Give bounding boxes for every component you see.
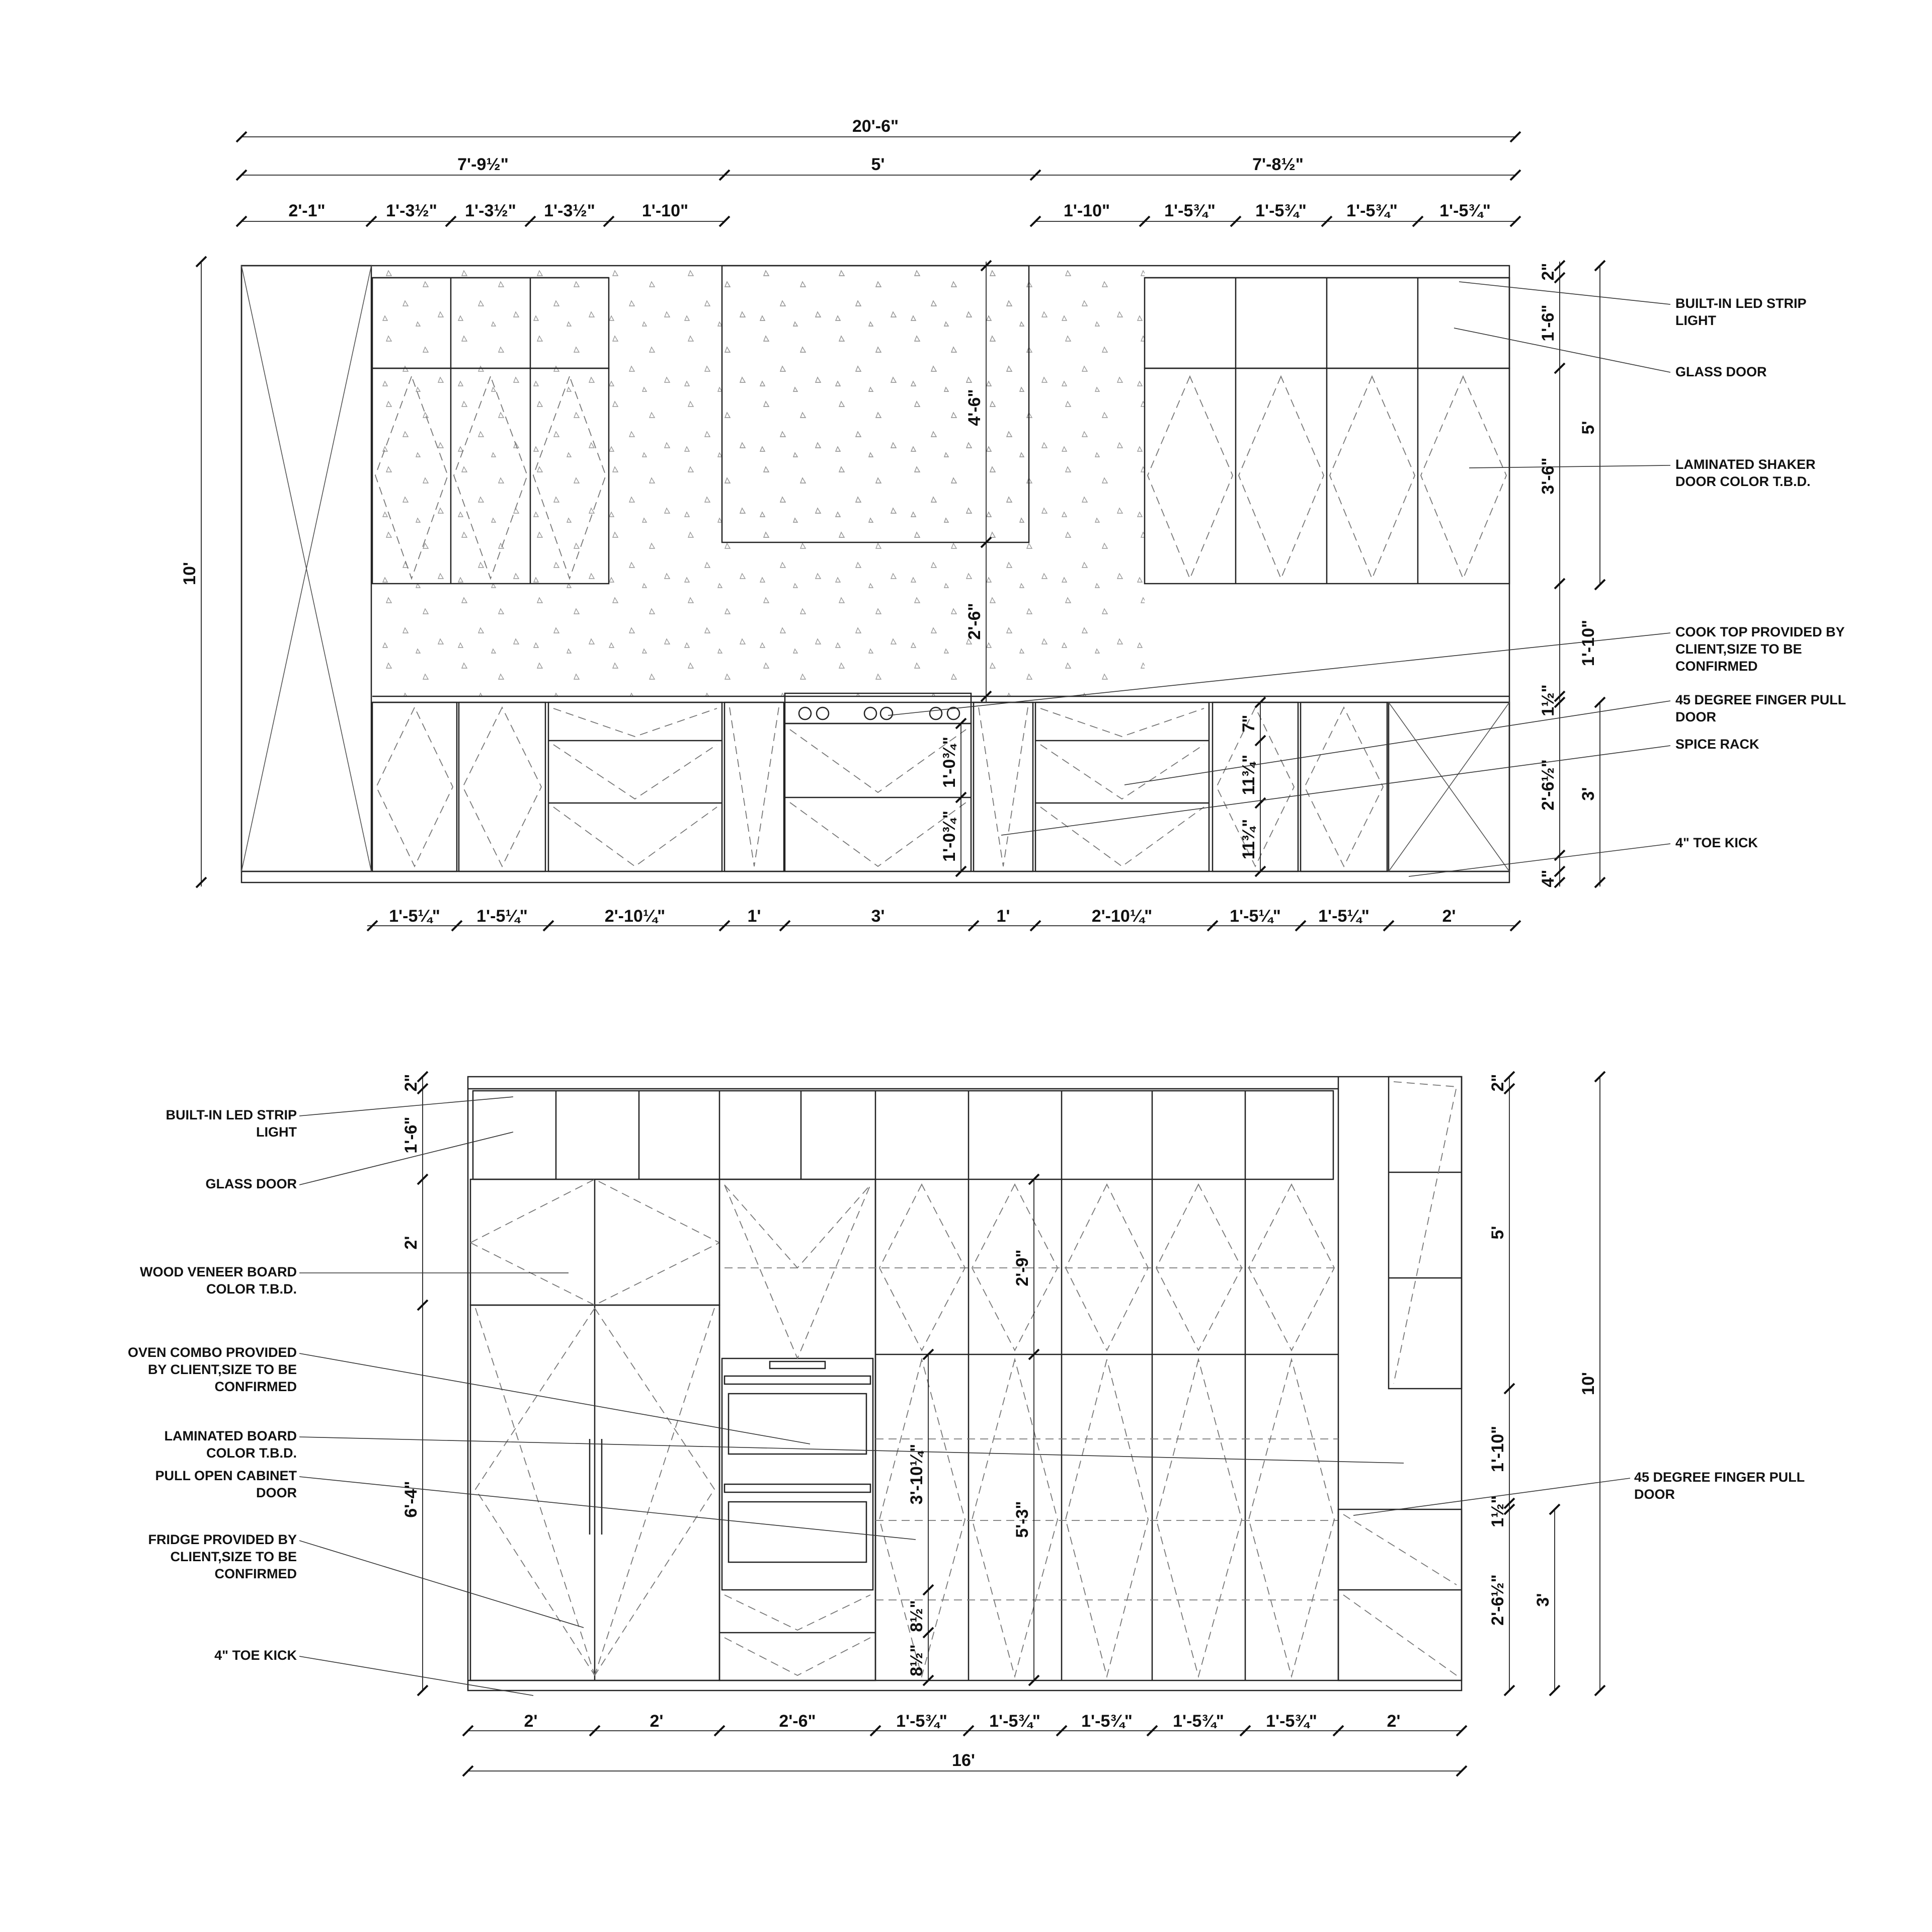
dim-right-group: 7'-8½" <box>1252 155 1304 174</box>
glass-door-dividers <box>556 1091 1245 1179</box>
dim-base: 1' <box>747 907 761 926</box>
dim-toe: 4" <box>1539 869 1558 888</box>
label-cooktop: COOK TOP PROVIDED BY CLIENT,SIZE TO BE CONFIRMED <box>1675 624 1845 674</box>
dim-seg: 1'-3½" <box>465 201 516 220</box>
dim-drawer-mid: 11¾" <box>1239 754 1258 795</box>
drawer-swing <box>1040 708 1204 866</box>
label-fridge: FRIDGE PROVIDED BY CLIENT,SIZE TO BE CONFIRMED <box>148 1532 297 1581</box>
oven-window <box>729 1502 866 1562</box>
door-swing <box>463 707 541 866</box>
dim-base: 2' <box>650 1712 664 1731</box>
oven-column-swing <box>725 1185 870 1675</box>
dim-led-r: 2" <box>1488 1074 1507 1092</box>
label-glass-door: GLASS DOOR <box>1675 364 1767 379</box>
label-oven-combo: OVEN COMBO PROVIDED BY CLIENT,SIZE TO BE CONFIRMED <box>127 1345 297 1394</box>
dim-base: 1'-5¾" <box>1266 1712 1317 1731</box>
dim-base-total-r: 3' <box>1534 1593 1553 1607</box>
dim-backsplash-r: 1'-10" <box>1579 619 1598 667</box>
label-glass-door: GLASS DOOR <box>205 1176 297 1191</box>
dim-base-r: 2'-6½" <box>1539 759 1558 811</box>
dim-seg: 1'-10" <box>641 201 689 220</box>
dim-overall-top: 20'-6" <box>852 117 899 136</box>
top-elevation <box>196 132 1670 931</box>
label-toe-kick: 4" TOE KICK <box>1675 835 1758 850</box>
label-pull-open: PULL OPEN CABINET DOOR <box>155 1468 297 1500</box>
dim-seg: 1'-3½" <box>386 201 437 220</box>
label-finger-pull: 45 DEGREE FINGER PULL DOOR <box>1675 692 1846 725</box>
dim-led: 2" <box>1539 263 1558 281</box>
dim-hood: 4'-6" <box>965 389 984 426</box>
cooktop <box>785 693 971 723</box>
spice-rack-right <box>974 702 1033 871</box>
label-laminated-board: LAMINATED BOARD COLOR T.B.D. <box>164 1428 297 1461</box>
bottom-leader-lines <box>299 1097 1630 1696</box>
dim-seg: 1'-3½" <box>544 201 595 220</box>
dim-base: 2' <box>1387 1712 1401 1731</box>
dim-drawer-mid: 11¾" <box>1239 819 1258 860</box>
side-upper-cabinet <box>1389 1077 1462 1389</box>
dim-seg: 1'-5¾" <box>1255 201 1307 220</box>
label-led-strip: BUILT-IN LED STRIP LIGHT <box>1675 296 1807 328</box>
label-led-strip: BUILT-IN LED STRIP LIGHT <box>166 1107 297 1140</box>
oven-window <box>729 1394 866 1454</box>
dim-upper: 2'-9" <box>1013 1249 1032 1286</box>
spice-swing <box>730 707 779 866</box>
dim-glass: 1'-6" <box>401 1116 421 1154</box>
drawer-stack-left <box>548 702 722 871</box>
dim-overall-r: 10' <box>1579 1372 1598 1395</box>
knob-icon <box>799 707 811 719</box>
oven-column <box>719 1179 875 1680</box>
base-door <box>1301 702 1387 871</box>
drawer-swing <box>553 708 717 866</box>
oven-display <box>770 1361 825 1369</box>
spice-rack-left <box>725 702 784 871</box>
dim-finger: 7" <box>1239 714 1258 733</box>
knob-icon <box>930 707 942 719</box>
dim-top: 2' <box>401 1236 421 1250</box>
bottom-elevation <box>299 1072 1630 1776</box>
upper-cabinets-right <box>1145 278 1509 584</box>
label-wood-veneer: WOOD VENEER BOARD COLOR T.B.D. <box>139 1264 297 1297</box>
dim-led: 2" <box>401 1074 421 1092</box>
dim-backsplash: 2'-6" <box>965 603 984 640</box>
dim-base: 1'-5¾" <box>1173 1712 1224 1731</box>
label-spice-rack: SPICE RACK <box>1675 737 1759 752</box>
dim-base: 2'-10¼" <box>1091 907 1153 926</box>
dim-base-r: 2'-6½" <box>1488 1574 1507 1626</box>
dim-seg: 1'-10" <box>1063 201 1110 220</box>
side-base-cabinet <box>1338 1509 1462 1680</box>
knob-icon <box>880 707 893 719</box>
dim-base: 1'-5¼" <box>476 907 528 926</box>
dim-drawer: 8½" <box>907 1600 926 1632</box>
dim-base: 1' <box>996 907 1010 926</box>
dim-base: 1'-5¼" <box>1230 907 1281 926</box>
dim-base: 2' <box>524 1712 538 1731</box>
drawer-stack-right <box>1035 702 1209 871</box>
dim-seg: 2'-1" <box>288 201 326 220</box>
oven-handle <box>725 1376 870 1384</box>
dim-upper-r: 5' <box>1488 1226 1507 1240</box>
label-toe-kick: 4" TOE KICK <box>214 1648 297 1663</box>
dim-base: 3' <box>871 907 885 926</box>
dim-base: 2'-10¼" <box>604 907 666 926</box>
oven-handle <box>725 1484 870 1492</box>
dim-base: 2'-6" <box>779 1712 816 1731</box>
dim-tall: 5'-3" <box>1013 1501 1032 1538</box>
dim-drawer: 1'-0¾" <box>940 737 959 788</box>
dim-counter: 1½" <box>1539 684 1558 716</box>
dim-base-total: 3' <box>1579 787 1598 801</box>
dim-center: 5' <box>871 155 885 174</box>
dim-base: 1'-5¼" <box>1318 907 1370 926</box>
door-swing <box>376 707 453 866</box>
label-finger-pull: 45 DEGREE FINGER PULL DOOR <box>1634 1470 1805 1502</box>
door-swing <box>1305 707 1383 866</box>
label-shaker-door: LAMINATED SHAKER DOOR COLOR T.B.D. <box>1675 457 1816 489</box>
knob-icon <box>864 707 876 719</box>
knob-icon <box>817 707 829 719</box>
side-base-swing <box>1343 1514 1457 1675</box>
dim-height: 10' <box>180 562 199 585</box>
side-swing <box>1394 1082 1457 1384</box>
dim-base: 1'-5¾" <box>989 1712 1040 1731</box>
dim-left-group: 7'-9½" <box>457 155 509 174</box>
glass-doors-row <box>473 1091 1333 1179</box>
dim-tall: 6'-4" <box>401 1481 421 1518</box>
dim-shaker: 3'-6" <box>1539 457 1558 495</box>
dim-drawer: 1'-0¾" <box>940 811 959 862</box>
dim-upper: 5' <box>1579 421 1598 435</box>
dim-base: 1'-5¾" <box>1081 1712 1133 1731</box>
base-door <box>459 702 545 871</box>
lower-dimension-lines <box>418 1072 1605 1776</box>
dim-seg: 1'-5¾" <box>1164 201 1216 220</box>
dim-overall-bottom: 16' <box>952 1751 975 1770</box>
dim-base: 1'-5¼" <box>389 907 440 926</box>
dim-base: 1'-5¾" <box>896 1712 947 1731</box>
dim-base: 2' <box>1442 907 1456 926</box>
dim-backsplash-r: 1'-10" <box>1488 1425 1507 1473</box>
dim-counter-r: 1½" <box>1488 1495 1507 1527</box>
dim-oven: 3'-10¼" <box>907 1443 926 1505</box>
dim-seg: 1'-5¾" <box>1439 201 1491 220</box>
spice-swing <box>979 707 1028 866</box>
dim-seg: 1'-5¾" <box>1346 201 1398 220</box>
dim-drawer: 8½" <box>907 1644 926 1676</box>
dim-glass: 1'-6" <box>1539 304 1558 342</box>
base-door <box>372 702 457 871</box>
